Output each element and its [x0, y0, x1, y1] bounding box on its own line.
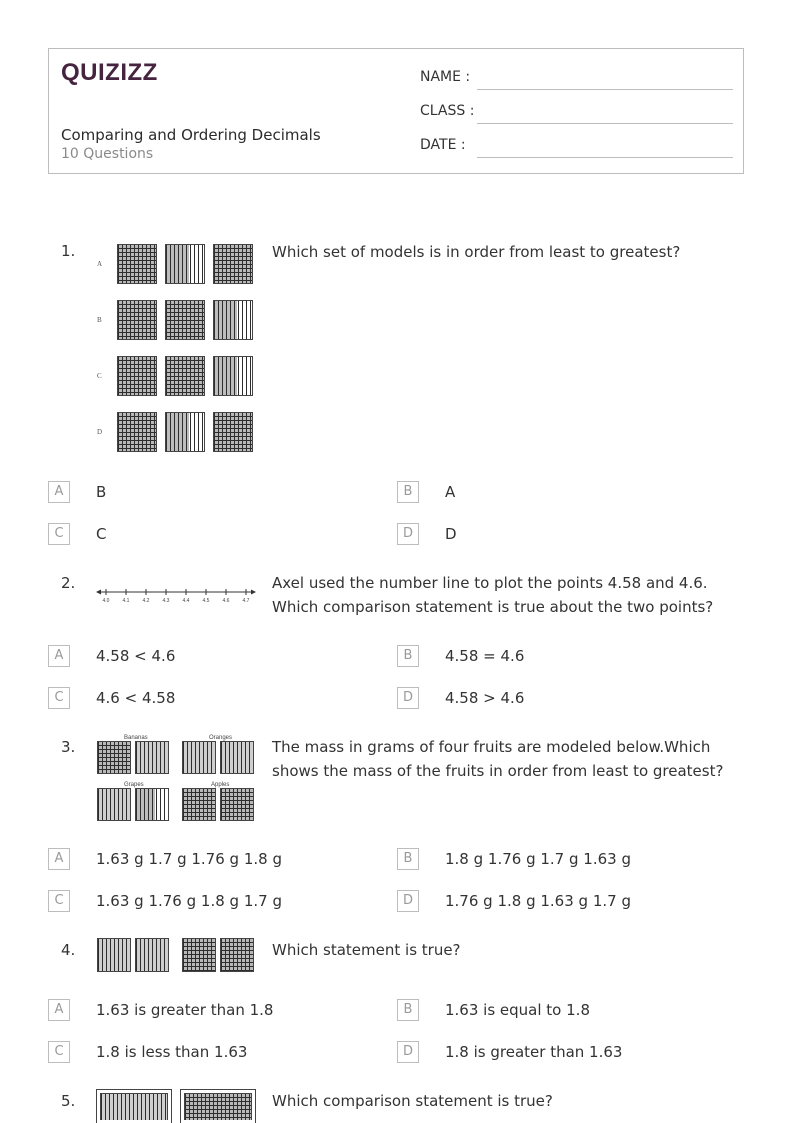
row-label-b: B	[97, 316, 102, 324]
row-label-a: A	[97, 260, 103, 268]
row-label-d: D	[97, 428, 103, 436]
hundred-grid-model	[213, 412, 253, 452]
model-frame	[96, 1089, 172, 1123]
tick-label: 4.6	[222, 598, 230, 604]
option-d-text: 1.8 is greater than 1.63	[445, 1043, 623, 1061]
question-number: 1.	[61, 242, 76, 260]
option-d-box[interactable]: D	[397, 523, 419, 545]
option-c-text: C	[96, 525, 107, 543]
tenths-grid-model	[213, 300, 253, 340]
question-number: 2.	[61, 574, 76, 592]
option-c-box[interactable]: C	[48, 1041, 70, 1063]
option-a-box[interactable]: A	[48, 999, 70, 1021]
option-b-box[interactable]: B	[397, 848, 419, 870]
worksheet-header	[48, 48, 744, 174]
date-label: DATE :	[420, 137, 466, 153]
hundred-grid-model	[117, 244, 157, 284]
option-d-box[interactable]: D	[397, 890, 419, 912]
option-d-text: 1.76 g 1.8 g 1.63 g 1.7 g	[445, 892, 631, 910]
option-c-box[interactable]: C	[48, 687, 70, 709]
grapes-label: Grapes	[124, 782, 144, 788]
question-text: Which set of models is in order from least to greatest?	[272, 243, 681, 261]
hundred-grid-model	[213, 244, 253, 284]
option-c-box[interactable]: C	[48, 523, 70, 545]
class-label: CLASS :	[420, 103, 475, 119]
hundred-grid-model	[117, 300, 157, 340]
number-line-figure	[96, 582, 256, 604]
option-a-text: B	[96, 483, 107, 501]
class-field[interactable]	[477, 123, 733, 124]
option-b-box[interactable]: B	[397, 999, 419, 1021]
option-b-box[interactable]: B	[397, 481, 419, 503]
name-field[interactable]	[477, 89, 733, 90]
bananas-label: Bananas	[124, 735, 148, 741]
hundred-grid-model	[117, 412, 157, 452]
question-text: The mass in grams of four fruits are modeled below.Which shows the mass of the fruits in order from least to greatest?	[272, 738, 724, 780]
tick-label: 4.2	[142, 598, 150, 604]
tenths-grid-model	[165, 244, 205, 284]
question-number: 3.	[61, 738, 76, 756]
option-a-box[interactable]: A	[48, 481, 70, 503]
hundred-grid-model	[182, 938, 216, 972]
hundred-grid-model	[220, 788, 254, 821]
option-b-text: A	[445, 483, 456, 501]
option-c-text: 1.8 is less than 1.63	[96, 1043, 248, 1061]
date-field[interactable]	[477, 157, 733, 158]
tenths-grid-model	[97, 938, 131, 972]
tenths-grid-model	[135, 788, 169, 821]
tenths-grid-model	[165, 412, 205, 452]
question-number: 4.	[61, 941, 76, 959]
option-c-text: 1.63 g 1.76 g 1.8 g 1.7 g	[96, 892, 282, 910]
tenths-grid-model	[135, 741, 169, 774]
tick-label: 4.3	[162, 598, 170, 604]
option-a-text: 1.63 g 1.7 g 1.76 g 1.8 g	[96, 850, 282, 868]
option-c-text: 4.6 < 4.58	[96, 689, 176, 707]
tick-label: 4.0	[102, 598, 110, 604]
oranges-label: Oranges	[209, 735, 233, 741]
option-c-box[interactable]: C	[48, 890, 70, 912]
tenths-grid-model	[100, 1093, 168, 1120]
hundred-grid-model	[165, 356, 205, 396]
question-count: 10 Questions	[61, 146, 154, 162]
tenths-grid-model	[220, 741, 254, 774]
tick-label: 4.1	[122, 598, 130, 604]
hundred-grid-model	[165, 300, 205, 340]
row-label-c: C	[97, 372, 102, 380]
option-b-text: 1.8 g 1.76 g 1.7 g 1.63 g	[445, 850, 631, 868]
hundred-grid-model	[184, 1093, 252, 1120]
hundred-grid-model	[220, 938, 254, 972]
tenths-grid-model	[135, 938, 169, 972]
hundred-grid-model	[117, 356, 157, 396]
tick-label: 4.5	[202, 598, 210, 604]
tick-label: 4.4	[182, 598, 190, 604]
option-b-text: 1.63 is equal to 1.8	[445, 1001, 590, 1019]
option-a-box[interactable]: A	[48, 645, 70, 667]
apples-label: Apples	[211, 782, 230, 788]
tenths-grid-model	[182, 741, 216, 774]
tenths-grid-model	[97, 788, 131, 821]
question-text: Which statement is true?	[272, 941, 461, 959]
option-d-text: 4.58 > 4.6	[445, 689, 525, 707]
option-b-box[interactable]: B	[397, 645, 419, 667]
name-label: NAME :	[420, 69, 471, 85]
question-text: Which comparison statement is true?	[272, 1092, 553, 1110]
model-frame	[180, 1089, 256, 1123]
quizizz-logo: QUIZIZZ	[61, 59, 158, 86]
worksheet-title: Comparing and Ordering Decimals	[61, 126, 321, 144]
hundred-grid-model	[182, 788, 216, 821]
tick-label: 4.7	[242, 598, 250, 604]
option-b-text: 4.58 = 4.6	[445, 647, 525, 665]
option-d-box[interactable]: D	[397, 687, 419, 709]
tenths-grid-model	[213, 356, 253, 396]
option-a-text: 4.58 < 4.6	[96, 647, 176, 665]
question-text: Axel used the number line to plot the points 4.58 and 4.6. Which comparison statement is true about the two points?	[272, 574, 714, 616]
option-d-text: D	[445, 525, 457, 543]
question-number: 5.	[61, 1092, 76, 1110]
option-d-box[interactable]: D	[397, 1041, 419, 1063]
option-a-text: 1.63 is greater than 1.8	[96, 1001, 274, 1019]
hundred-grid-model	[97, 741, 131, 774]
option-a-box[interactable]: A	[48, 848, 70, 870]
